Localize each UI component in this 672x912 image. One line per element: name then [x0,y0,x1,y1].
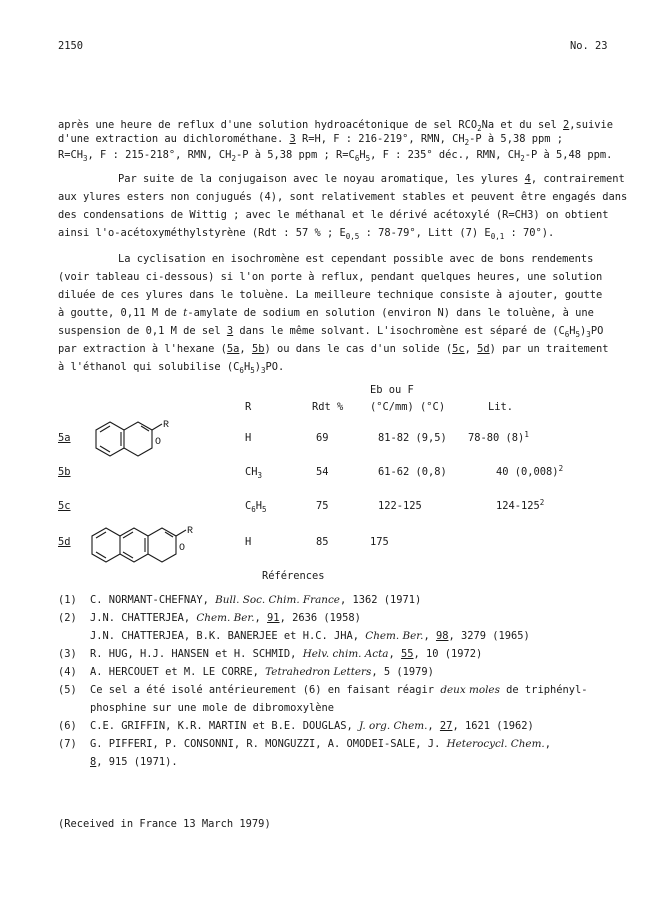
header-eb-bottom: (°C/mm) (°C) [370,401,446,413]
reference-item: (2) J.N. CHATTERJEA, Chem. Ber., 91, 2636 (1958) [58,612,361,624]
svg-text:O: O [155,437,162,448]
reference-item: (4) A. HERCOUET et M. LE CORRE, Tetrahedron Letters, 5 (1979) [58,666,434,678]
row-5d-r: H [245,536,252,548]
structure-benzo-isochromene [88,524,218,566]
header-rdt: Rdt % [312,401,344,413]
row-5d-rdt: 85 [316,536,329,548]
header-r: R [245,401,252,413]
row-5a-rdt: 69 [316,432,329,444]
structure-isochromene [90,418,200,460]
reference-list [0,594,672,774]
journal-issue: No. 23 [570,40,608,52]
received-date: (Received in France 13 March 1979) [58,818,271,830]
reference-item: 8, 915 (1971). [90,756,178,768]
row-5a-r: H [245,432,252,444]
row-5a-lit: 78-80 $(8)^1$ [468,430,529,444]
structure-r-label: R [163,420,170,431]
para3-line1: La cyclisation en isochromène est cependant possible avec de bons rendements [118,253,594,265]
reference-item: (3) R. HUG, H.J. HANSEN et H. SCHMID, Helv. chim. Acta, 55, 10 (1972) [58,648,483,660]
para1-line1: après une heure de reflux d'une solution hydroacétonique de sel $RCO_2Na$ et du sel 2,suivie [58,119,614,133]
row-5a-eb: 81-82 (9,5) [378,432,447,444]
header-eb-top: Eb ou F [370,384,414,396]
reference-item: phosphine sur une mole de dibromoxylène [90,702,334,714]
svg-text:O: O [179,543,186,554]
reference-item: (1) C. NORMANT-CHEFNAY, Bull. Soc. Chim. France, 1362 (1971) [58,594,422,606]
para3-line7: à l'éthanol qui solubilise $(C_6H_5)_3PO$. [58,361,285,375]
row-5c-label: 5c [58,500,71,512]
para1-line3: $R=CH_3$, F : 215-218°, RMN, $CH_2-P$ à 5,38 ppm ; $R=C_6H_5$, F : 235° déc., RMN, $CH_2-P$ à 5,48 ppm. [58,149,613,163]
para2-line3: des condensations de Wittig ; avec le méthanal et le dérivé acétoxylé (R=CH3) on obtient [58,209,609,221]
row-5c-r: $C_6H_5$ [245,500,267,514]
page-number: 2150 [58,40,84,52]
para2-line1: Par suite de la conjugaison avec le noyau aromatique, les ylures 4, contrairement [118,173,625,185]
header-lit: Lit. [488,401,514,413]
structure-r-label-2: R [187,526,194,537]
row-5d-label: 5d [58,536,71,548]
para3-line3: diluée de ces ylures dans le toluène. La meilleure technique consiste à ajouter, goutte [58,289,603,301]
reference-item: (6) C.E. GRIFFIN, K.R. MARTIN et B.E. DOUGLAS, J. org. Chem., 27, 1621 (1962) [58,720,534,732]
row-5d-eb: 175 [370,536,389,548]
row-5b-r: $CH_3$ [245,466,263,480]
reference-item: (5) Ce sel a été isolé antérieurement (6) en faisant réagir deux moles de triphényl- [58,684,588,696]
row-5c-rdt: 75 [316,500,329,512]
para3-line2: (voir tableau ci-dessous) si l'on porte à reflux, pendant quelques heures, une solution [58,271,603,283]
para2-line4: ainsi l'o-acétoxyméthylstyrène (Rdt : 57 % ; $E_{0,5}$ : 78-79°, Litt (7) $E_{0,1}$ : 70°). [58,227,555,241]
row-5c-eb: 122-125 [378,500,422,512]
para3-line4: à goutte, 0,11 M de t-amylate de sodium en solution (environ N) dans le toluène, à une [58,307,594,319]
row-5b-label: 5b [58,466,71,478]
para2-line2: aux ylures esters non conjugués (4), sont relativement stables et peuvent être engagés dans [58,191,628,203]
row-5b-eb: 61-62 (0,8) [378,466,447,478]
para1-line2: d'une extraction au dichlorométhane. 3 R=H, F : 216-219°, RMN, $CH_2-P$ à 5,38 ppm ; [58,133,563,147]
references-title: Références [262,570,325,582]
para3-line6: par extraction à l'hexane (5a, 5b) ou dans le cas d'un solide (5c, 5d) par un traitement [58,343,609,355]
row-5c-lit: $124-125^2$ [496,498,545,512]
para3-line5: suspension de 0,1 M de sel 3 dans le même solvant. L'isochromène est séparé de $(C_6H_5)_3PO$ [58,325,604,339]
reference-item: (7) G. PIFFERI, P. CONSONNI, R. MONGUZZI, A. OMODEI-SALE, J. Heterocycl. Chem., [58,738,551,750]
row-5b-rdt: 54 [316,466,329,478]
row-5a-label: 5a [58,432,71,444]
reference-item: J.N. CHATTERJEA, B.K. BANERJEE et H.C. JHA, Chem. Ber., 98, 3279 (1965) [90,630,530,642]
row-5b-lit: 40 $(0,008)^2$ [496,464,564,478]
